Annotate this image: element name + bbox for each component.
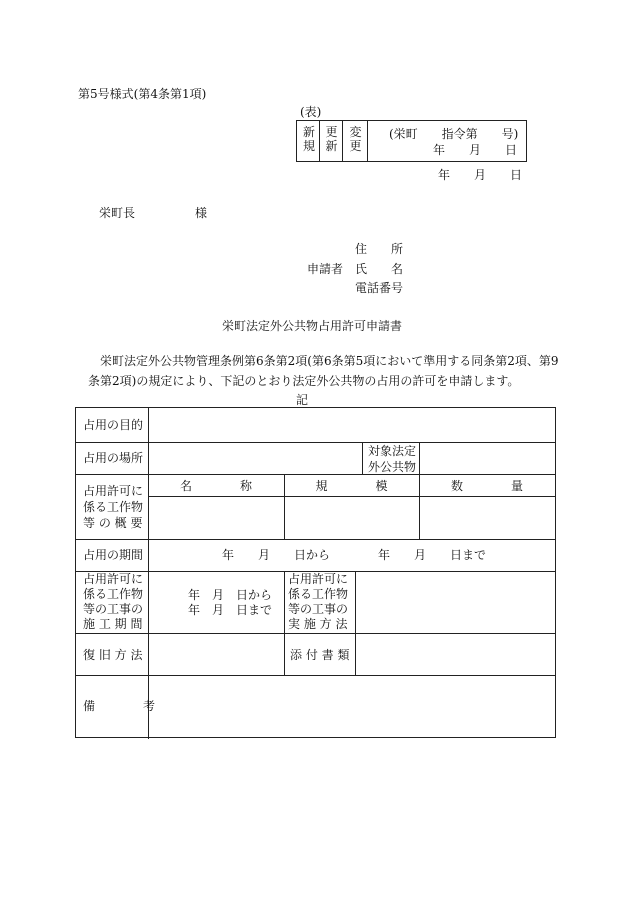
application-date: 年 月 日 xyxy=(438,168,523,182)
stamp-new: 新 規 xyxy=(302,125,315,153)
stamp-date: 年 月 日 xyxy=(433,143,518,157)
work-period-label: 占用許可に 係る工作物 等の工事の 施 工 期 間 xyxy=(83,572,144,631)
addressee: 栄町長 様 xyxy=(99,206,208,220)
form-number: 第5号様式(第4条第1項) xyxy=(78,87,207,101)
work-method-label: 占用許可に 係る工作物 等の工事の 実 施 方 法 xyxy=(288,572,349,631)
permit-stamp-box xyxy=(296,120,527,162)
omote-label: (表) xyxy=(300,105,322,119)
period-label: 占用の期間 xyxy=(83,548,144,562)
period-value: 年 月 日から 年 月 日まで xyxy=(222,548,487,562)
document-title: 栄町法定外公共物占用許可申請書 xyxy=(222,319,403,333)
column-scale: 規 模 xyxy=(315,479,388,493)
work-period-to: 年 月 日まで xyxy=(188,603,273,617)
purpose-label: 占用の目的 xyxy=(83,418,144,432)
stamp-change: 変 更 xyxy=(349,125,362,153)
column-name: 名 称 xyxy=(179,479,252,493)
ki-label: 記 xyxy=(296,393,309,407)
column-quantity: 数 量 xyxy=(450,479,523,493)
applicant-phone-label: 電話番号 xyxy=(355,281,404,295)
place-label: 占用の場所 xyxy=(83,451,144,465)
applicant-name-label: 氏 名 xyxy=(355,262,404,276)
work-period-from: 年 月 日から xyxy=(188,588,273,602)
stamp-renew: 更 新 xyxy=(325,125,338,153)
applicant-label: 申請者 xyxy=(307,262,344,276)
attachments-label: 添 付 書 類 xyxy=(290,648,350,662)
applicant-address-label: 住 所 xyxy=(355,242,404,256)
remarks-label: 備 考 xyxy=(83,699,156,713)
structure-overview-label: 占用許可に 係る工作物 等 の 概 要 xyxy=(83,484,144,530)
target-public-property-label: 対象法定 外公共物 xyxy=(367,444,416,474)
restoration-method-label: 復 旧 方 法 xyxy=(83,648,143,662)
stamp-permit-number: (栄町 指令第 号) xyxy=(389,127,519,141)
application-form-table xyxy=(75,407,556,738)
body-text-line-1: 栄町法定外公共物管理条例第6条第2項(第6条第5項において準用する同条第2項、第9 xyxy=(100,354,559,368)
body-text-line-2: 条第2項)の規定により、下記のとおり法定外公共物の占用の許可を申請します。 xyxy=(88,374,520,388)
